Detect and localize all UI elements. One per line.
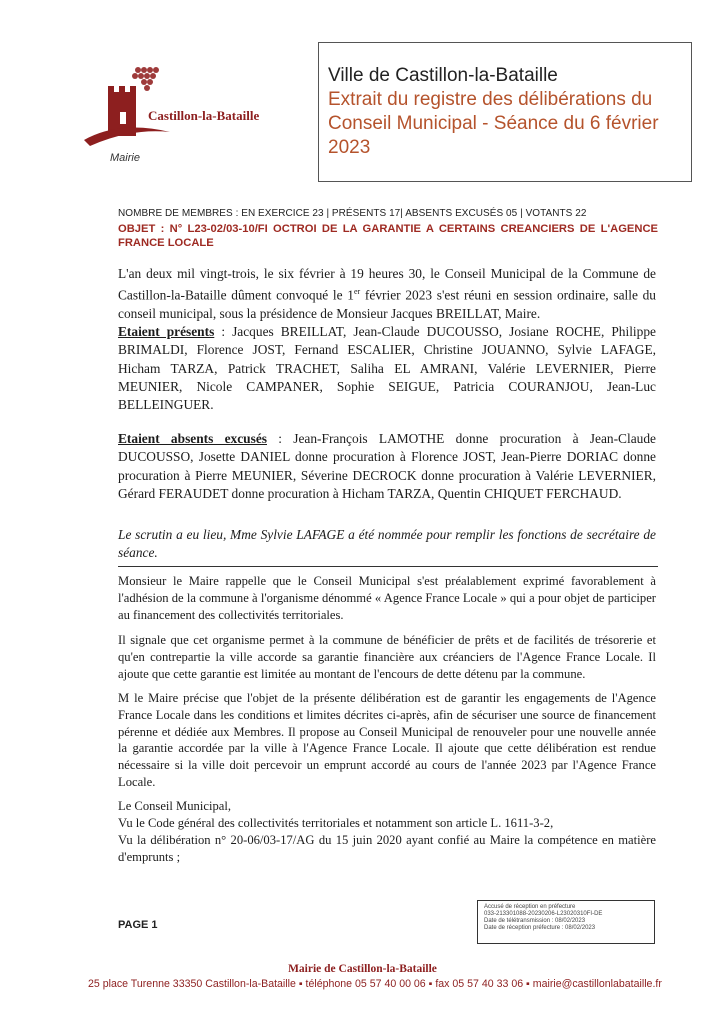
logo-sub: Mairie [110,152,140,164]
footer-name: Mairie de Castillon-la-Bataille [288,963,437,975]
member-counts: NOMBRE DE MEMBRES : EN EXERCICE 23 | PRÉSENTS 17| ABSENTS EXCUSÉS 05 | VOTANTS 22 [118,208,587,219]
page-number: PAGE 1 [118,919,158,931]
absents-text: : Jean-François LAMOTHE donne procuration à Jean-Claude DUCOUSSO, Josette DANIEL donne procuration à Florence JOST, Jean-Pierre DORIAC donne procuration à Pierre MEUNIER, Séverine DECROCK donne procuration à Valérie LEVERNIER, Gérard FERAUDET donne procuration à Hicham TARZA, Quentin CHIQUET FERCHAUD. [118,431,656,501]
header-box [318,42,692,182]
body-paragraph-1: Monsieur le Maire rappelle que le Conseil Municipal s'est préalablement exprimé favorablement à l'adhésion de la commune à l'organisme dénommé « Agence France Locale » qui a pour objet de participer au financement des collectivités territoriales. [118,574,656,622]
body-paragraph-2: Il signale que cet organisme permet à la commune de bénéficier de prêts et de facilités de trésorerie et qu'en contrepartie la ville accorde sa garantie financière aux créanciers de l'Agence France Locale. Il ajoute que cette garantie est limitée au montant de l'encours de dette détenu par la commune. [118,633,656,681]
presents-label: Etaient présents [118,324,215,339]
intro-paragraph: L'an deux mil vingt-trois, le six février à 19 heures 30, le Conseil Municipal de la Commune de Castillon-la-Bataille dûment convoqué le 1er février 2023 s'est réuni en session ordinaire, salle du conseil municipal, sous la présidence de Monsieur Jacques BREILLAT, Maire. [118,266,656,322]
stamp-line: 033-213301088-20230206-L23020310FI-DE [484,910,603,917]
header-title-line: 2023 [328,137,371,158]
conseil-line: Le Conseil Municipal, [118,799,231,813]
conseil-line: Vu le Code général des collectivités territoriales et notamment son article L. 1611-3-2, [118,816,554,830]
conseil-line: Vu la délibération n° 20-06/03-17/AG du 15 juin 2020 ayant confié au Maire la compétence en matière d'emprunts ; [118,833,656,864]
stamp-line: Date de réception préfecture : 08/02/2023 [484,924,596,931]
separator-line [118,566,658,567]
absents-paragraph [118,430,656,503]
prefecture-stamp [477,900,655,944]
stamp-line: Accusé de réception en préfecture [484,904,576,910]
footer-address: 25 place Turenne 33350 Castillon-la-Bataille ▪ téléphone 05 57 40 00 06 ▪ fax 05 57 40 33 06 ▪ mairie@castillonlabataille.fr [88,978,662,990]
header-town: Ville de Castillon-la-Bataille [328,65,558,86]
header-title-line: Extrait du registre des délibérations du [328,89,653,110]
presents-text: : Jacques BREILLAT, Jean-Claude DUCOUSSO, Josiane ROCHE, Philippe BRIMALDI, Florence JOST, Fernand ESCALIER, Christine JOUANNO, Sylvie LAFAGE, Hicham TARZA, Patrick TRACHET, Saliha EL AMRANI, Valérie LEVERNIER, Pierre MEUNIER, Nicole CAMPANER, Sophie SEIGUE, Patricia COURANJOU, Jean-Luc BELLEINGUER. [118,324,656,413]
body-paragraph-3: M le Maire précise que l'objet de la présente délibération est de garantir les engagements de l'Agence France Locale dans les conditions et limites décrites ci-après, afin de sécuriser une source de financement pérenne et dédiée aux Membres. Il propose au Conseil Municipal de renouveler pour une nouvelle année la garantie accordée par la ville à l'Agence France Locale. Il ajoute que cette délibération est rendue nécessaire si la ville doit percevoir un emprunt accordé au cours de l'année 2023 par l'Agence France Locale. [118,691,656,789]
objet-title: OBJET : N° L23-02/03-10/FI OCTROI DE LA GARANTIE A CERTAINS CREANCIERS DE L'AGENCE FRANCE LOCALE [118,223,658,249]
logo-name: Castillon-la-Bataille [148,108,260,123]
town-logo [80,62,290,182]
header-title-line: Conseil Municipal - Séance du 6 février [328,113,659,134]
stamp-line: Date de télétransmission : 08/02/2023 [484,917,586,924]
scrutin-paragraph: Le scrutin a eu lieu, Mme Sylvie LAFAGE a été nommée pour remplir les fonctions de secrétaire de séance. [118,527,656,561]
absents-label: Etaient absents excusés [118,431,267,446]
presents-paragraph [118,323,656,414]
